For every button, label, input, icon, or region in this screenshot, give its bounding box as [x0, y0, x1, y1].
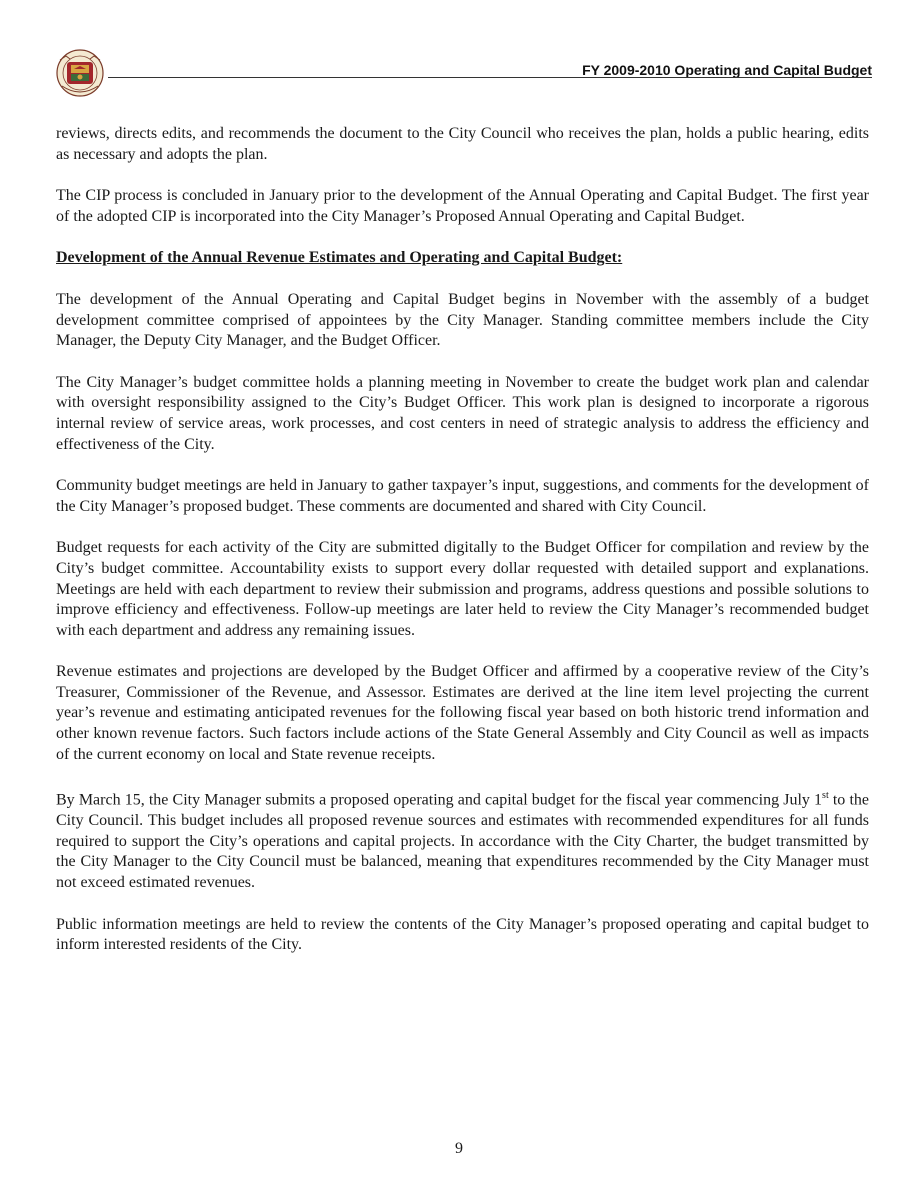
- paragraph: Public information meetings are held to review the contents of the City Manager’s proposed operating and capital budget to inform interested residents of the City.: [56, 915, 869, 954]
- paragraph: The City Manager’s budget committee holds a planning meeting in November to create the budget work plan and calendar with oversight responsibility assigned to the City’s Budget Officer. This work plan is designed to incorporate a rigorous internal review of service areas, work processes, and cost centers in need of strategic analysis to address the efficiency and effectiveness of the City.: [56, 373, 869, 453]
- paragraph: The development of the Annual Operating and Capital Budget begins in November with the assembly of a budget development committee comprised of appointees by the City Manager. Standing committee members include the City Manager, the Deputy City Manager, and the Budget Officer.: [56, 290, 869, 350]
- paragraph: Community budget meetings are held in January to gather taxpayer’s input, suggestions, and comments for the development of the City Manager’s proposed budget. These comments are documented and shared with City Council.: [56, 477, 869, 515]
- paragraph: Budget requests for each activity of the City are submitted digitally to the Budget Officer for compilation and review by the City’s budget committee. Accountability exists to support every dollar requested with detailed support and explanations. Meetings are held with each department to review their submission and programs, address questions and possible solutions to improve efficiency and effectiveness. Follow-up meetings are later held to review the City Manager’s recommended budget with each department and address any remaining issues.: [56, 539, 869, 639]
- paragraph: The CIP process is concluded in January prior to the development of the Annual Operating and Capital Budget. The first year of the adopted CIP is incorporated into the City Manager’s Proposed Annual Operating and Capital Budget.: [56, 187, 869, 225]
- paragraph-text: By March 15, the City Manager submits a proposed operating and capital budget for the fiscal year commencing July 1: [56, 791, 823, 809]
- page-number: 9: [455, 1140, 463, 1157]
- page-body: [56, 124, 869, 977]
- section-heading: Development of the Annual Revenue Estimates and Operating and Capital Budget:: [56, 249, 623, 267]
- city-seal-logo: [52, 46, 108, 98]
- paragraph: Revenue estimates and projections are developed by the Budget Officer and affirmed by a cooperative review of the City’s Treasurer, Commissioner of the Revenue, and Assessor. Estimates are derived at the line item level projecting the current year’s revenue and estimating anticipated revenues for the following fiscal year based on both historic trend information and other known revenue factors. Such factors include actions of the State General Assembly and City Council as well as impacts of the current economy on local and State revenue receipts.: [56, 663, 869, 763]
- header-rule: [108, 77, 872, 78]
- paragraph-text: to the City Council. This budget includes all proposed revenue sources and estimates with recommended expenditures for all funds required to support the City’s operations and capital projects. In accordance with the City Charter, the budget transmitted by the City Manager to the City Council must be balanced, meaning that expenditures recommended by the City Manager must not exceed estimated revenues.: [56, 791, 869, 891]
- ordinal-suffix: st: [822, 790, 829, 802]
- document-title: FY 2009-2010 Operating and Capital Budget: [582, 62, 872, 78]
- paragraph: reviews, directs edits, and recommends the document to the City Council who receives the plan, holds a public hearing, edits as necessary and adopts the plan.: [56, 125, 869, 163]
- page-header: [52, 46, 872, 96]
- paragraph: [56, 786, 869, 893]
